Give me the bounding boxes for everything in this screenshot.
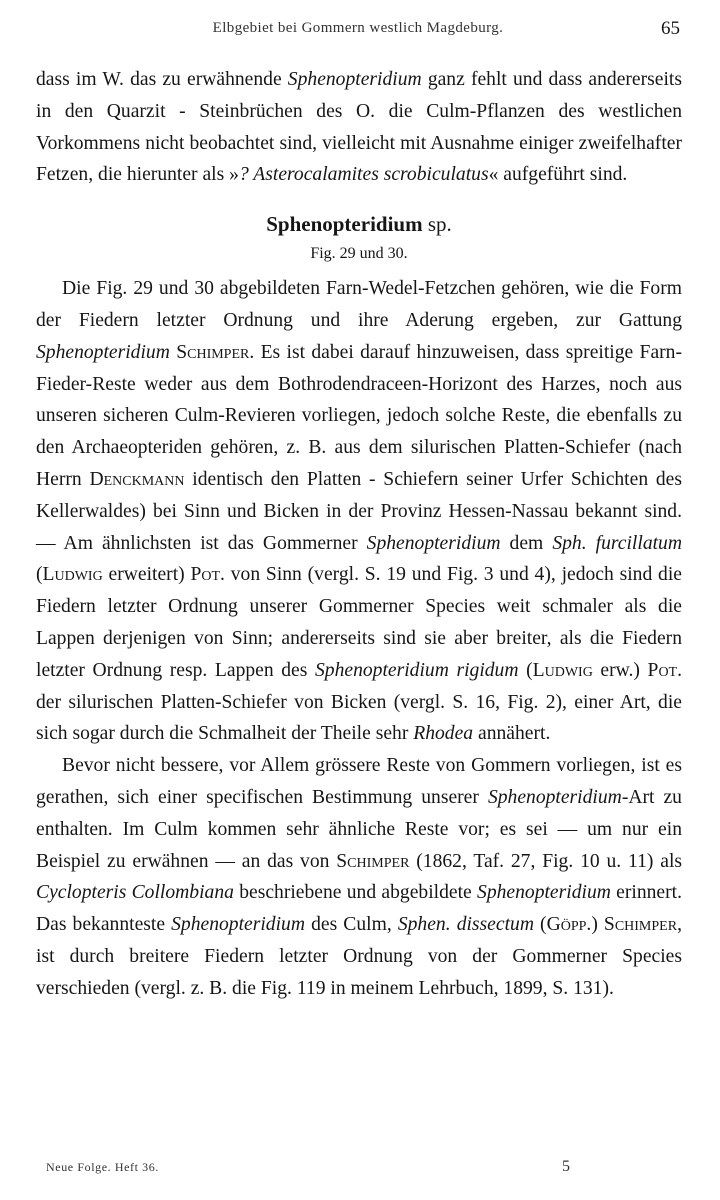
text-run: erweitert): [102, 564, 191, 586]
taxon-name: ? Asterocalamites scrobiculatus: [238, 164, 489, 186]
author-name: Schimper: [176, 341, 250, 363]
taxon-name: Sphenopteridium: [171, 914, 305, 936]
text-run: , ist durch breitere Fiedern letzter Ordnung von der Gommerner Species verschieden (vergl. z. B. die Fig. 119 in meinem Lehrbuch, 1899, S. 131).: [36, 914, 682, 999]
text-run: dem: [500, 532, 553, 554]
text-run: ganz fehlt und dass andererseits in den Quarzit - Steinbrüchen des O. die Culm-Pflanzen des westlichen Vorkommens nicht beobachtet sind, vielleicht mit Ausnahme einiger zweifelhafter Fetzen, die hierunter als »: [36, 69, 682, 186]
paragraph-description: [36, 273, 682, 750]
series-note: Neue Folge. Heft 36.: [46, 1160, 159, 1174]
taxon-name: Sphenopteridium: [366, 532, 501, 554]
text-run: erinnert. Das bekannteste: [36, 882, 682, 936]
text-run: identisch den Platten - Schiefern seiner Urfer Schichten des Kellerwaldes) bei Sinn und Bicken in der Provinz Hessen-Nassau bekannt sind. — Am ähnlichsten ist das Gommerner: [36, 468, 683, 554]
text-run: (: [533, 914, 547, 936]
text-run: ): [591, 914, 604, 936]
paragraph-conclusion: [36, 750, 682, 1004]
text-run: Die Fig. 29 und 30 abgebildeten Farn-Wedel-Fetzchen gehören, wie die Form der Fiedern letzter Ordnung und ihre Aderung ergeben, zur Gattung: [36, 278, 682, 331]
text-run: (: [36, 564, 43, 586]
author-name: Denckmann: [89, 468, 185, 490]
text-run: . Es ist dabei darauf hinzuweisen, dass spreitige Farn-Fieder-Reste weder aus dem Bothrodendraceen-Horizont des Harzes, noch aus unseren sicheren Culm-Revieren vorliegen, jedoch solche Reste, die ebenfalls zu den Archaeopteriden gehören, z. B. aus dem silurischen Platten-Schiefer (nach Herrn: [36, 341, 682, 490]
taxon-name: Sphenopteridium rigidum: [314, 659, 519, 681]
text-run: -Art zu enthalten. Im Culm kommen sehr ähnliche Reste vor; es sei — um nur ein Beispiel zu erwähnen — an das von: [36, 786, 682, 872]
text-run: (: [518, 659, 533, 681]
page-footer: [46, 1160, 570, 1184]
taxon-name: Sphenopteridium: [36, 341, 170, 363]
section-heading-suffix: sp.: [427, 212, 452, 237]
taxon-name: Sph. furcillatum: [552, 532, 683, 554]
page-header: [36, 16, 680, 50]
author-name: Schimper: [336, 850, 410, 872]
page-body: [36, 64, 682, 1005]
taxon-name: Sphen. dissectum: [397, 914, 534, 936]
author-name: Göpp.: [546, 914, 592, 936]
text-run: « aufgeführt sind.: [488, 164, 628, 186]
text-run: Bevor nicht bessere, vor Allem grössere Reste von Gommern vorliegen, ist es gerathen, sich einer specifischen Bestimmung unserer: [36, 755, 682, 808]
running-title: Elbgebiet bei Gommern westlich Magdeburg.: [212, 20, 504, 36]
page-number: 65: [661, 18, 680, 39]
text-run: beschriebene und abgebildete: [233, 882, 478, 904]
author-name: Pot.: [190, 564, 225, 586]
taxon-name: Sphenopteridium: [487, 786, 622, 808]
text-run: von Sinn (vergl. S. 19 und Fig. 3 und 4), jedoch sind die Fiedern letzter Ordnung unserer Gommerner Species weit schmaler als die Lappen derjenigen von Sinn; andererseits sind sie aber breiter, als die Fiedern letzter Ordnung resp. Lappen des: [36, 564, 682, 681]
text-run: der silurischen Platten-Schiefer von Bicken (vergl. S. 16, Fig. 2), einer Art, die sich sogar durch die Schmalheit der Theile sehr: [36, 691, 682, 745]
text-run: dass im W. das zu erwähnende: [36, 69, 288, 90]
taxon-name: Rhodea: [413, 723, 474, 745]
section-heading: [36, 209, 682, 239]
section-heading-taxon: Sphenopteridium: [266, 212, 423, 237]
taxon-name: Cyclopteris Collombiana: [36, 882, 234, 904]
figure-reference: Fig. 29 und 30.: [310, 245, 408, 263]
author-name: Ludwig: [532, 659, 593, 681]
paragraph-intro: [36, 64, 682, 191]
signature-mark: 5: [562, 1158, 570, 1175]
text-run: des Culm,: [305, 914, 398, 936]
author-name: Ludwig: [42, 564, 103, 586]
author-name: Pot.: [647, 659, 683, 681]
taxon-name: Sphenopteridium: [287, 69, 422, 90]
taxon-name: Sphenopteridium: [477, 882, 611, 904]
author-name: Schimper: [603, 914, 678, 936]
text-run: erw.): [592, 659, 648, 681]
text-run: annähert.: [473, 723, 551, 745]
text-run: (1862, Taf. 27, Fig. 10 u. 11) als: [409, 850, 683, 872]
